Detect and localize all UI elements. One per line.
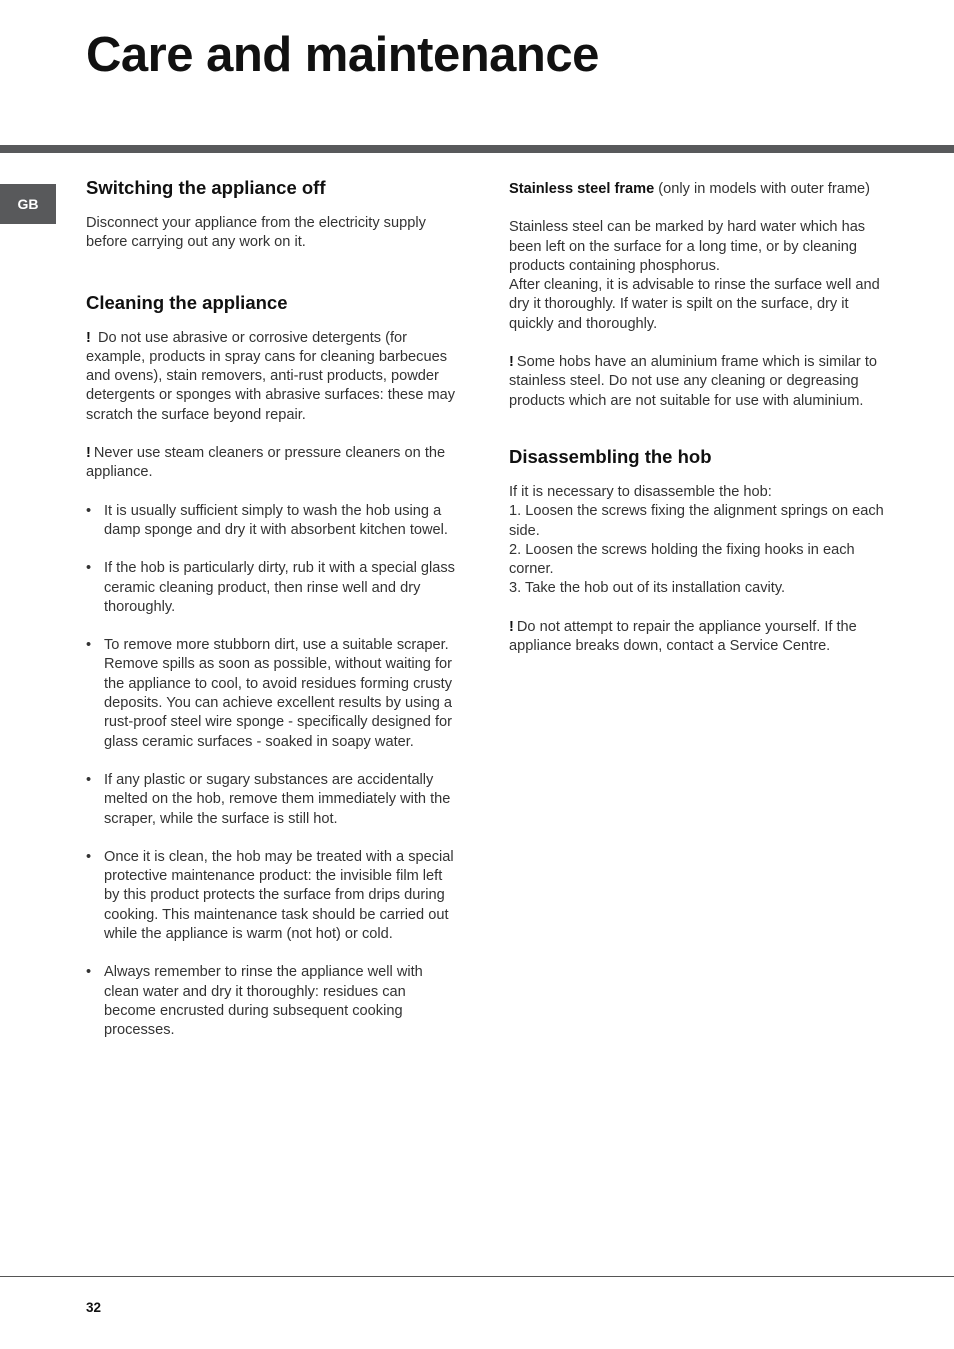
switching-text: Disconnect your appliance from the electricity supply before carrying out any work on it. [86, 215, 426, 251]
warning-icon: ! [86, 445, 91, 462]
step-item: 3. Take the hob out of its installation cavity. [509, 580, 786, 597]
footer-divider [0, 1276, 954, 1277]
language-tab: GB [0, 184, 56, 224]
warning-icon: ! [509, 618, 514, 635]
stainless-heading: Stainless steel frame (only in models with outer frame) [509, 181, 870, 197]
left-column [86, 176, 461, 1060]
warning-icon: ! [86, 329, 91, 346]
step-item: 1. Loosen the screws fixing the alignment springs on each side. [509, 503, 884, 539]
list-item: • Always remember to rinse the appliance well with clean water and dry it thoroughly: residues can become encrusted during subsequent cooking processes. [86, 964, 423, 1039]
list-item: • If the hob is particularly dirty, rub it with a special glass ceramic cleaning product, then rinse well and dry thoroughly. [86, 560, 455, 615]
bullet-icon: • [86, 848, 92, 865]
stainless-para-2: After cleaning, it is advisable to rinse the surface well and dry it thoroughly. If water is spilt on the surface, dry it quickly and thoroughly. [509, 277, 880, 332]
section-heading-disassembling: Disassembling the hob [509, 445, 712, 467]
bullet-icon: • [86, 771, 92, 788]
cleaning-tips-list [86, 502, 461, 1041]
bullet-icon: • [86, 502, 92, 519]
warning-icon: ! [509, 354, 514, 371]
list-item: • Once it is clean, the hob may be treated with a special protective maintenance product: the invisible film left by this product protects the surface from drips during cooking. This maintenance task should be carried out while the appliance is warm (not hot) or cold. [86, 848, 454, 943]
section-heading-cleaning: Cleaning the appliance [86, 291, 288, 313]
list-item: • If any plastic or sugary substances are accidentally melted on the hob, remove them immediately with the scraper, while the surface is still hot. [86, 771, 451, 827]
stainless-para-1: Stainless steel can be marked by hard water which has been left on the surface for a long time, or by cleaning products containing phosphorus. [509, 219, 866, 274]
disassembling-intro: If it is necessary to disassemble the hob: [509, 483, 772, 500]
bullet-icon: • [86, 964, 92, 981]
header-divider [0, 145, 954, 153]
list-item: • To remove more stubborn dirt, use a suitable scraper. Remove spills as soon as possible, without waiting for the appliance to cool, to avoid residues forming crusty deposits. You can achieve excellent results by using a rust-proof steel wire sponge - specifically designed for glass ceramic surfaces - soaked in soapy water. [86, 637, 453, 750]
warning-paragraph: ! Do not use abrasive or corrosive detergents (for example, products in spray cans for cleaning barbecues and ovens), stain removers, anti-rust products, powder detergents or sponges with abrasive surfaces: these may scratch the surface beyond repair. [86, 329, 456, 423]
bullet-icon: • [86, 560, 92, 577]
warning-paragraph: ! Never use steam cleaners or pressure cleaners on the appliance. [86, 445, 446, 481]
warning-paragraph: ! Do not attempt to repair the appliance yourself. If the appliance breaks down, contact a Service Centre. [509, 618, 857, 655]
step-item: 2. Loosen the screws holding the fixing hooks in each corner. [509, 541, 855, 578]
right-column [509, 176, 889, 656]
section-heading-switching: Switching the appliance off [86, 177, 326, 198]
page-title: Care and maintenance [86, 28, 599, 82]
list-item: • It is usually sufficient simply to wash the hob using a damp sponge and dry it with absorbent kitchen towel. [86, 502, 448, 538]
page-number: 32 [86, 1300, 102, 1315]
warning-paragraph: ! Some hobs have an aluminium frame which is similar to stainless steel. Do not use any cleaning or degreasing products which are not suitable for use with aluminium. [509, 354, 878, 409]
bullet-icon: • [86, 637, 92, 654]
